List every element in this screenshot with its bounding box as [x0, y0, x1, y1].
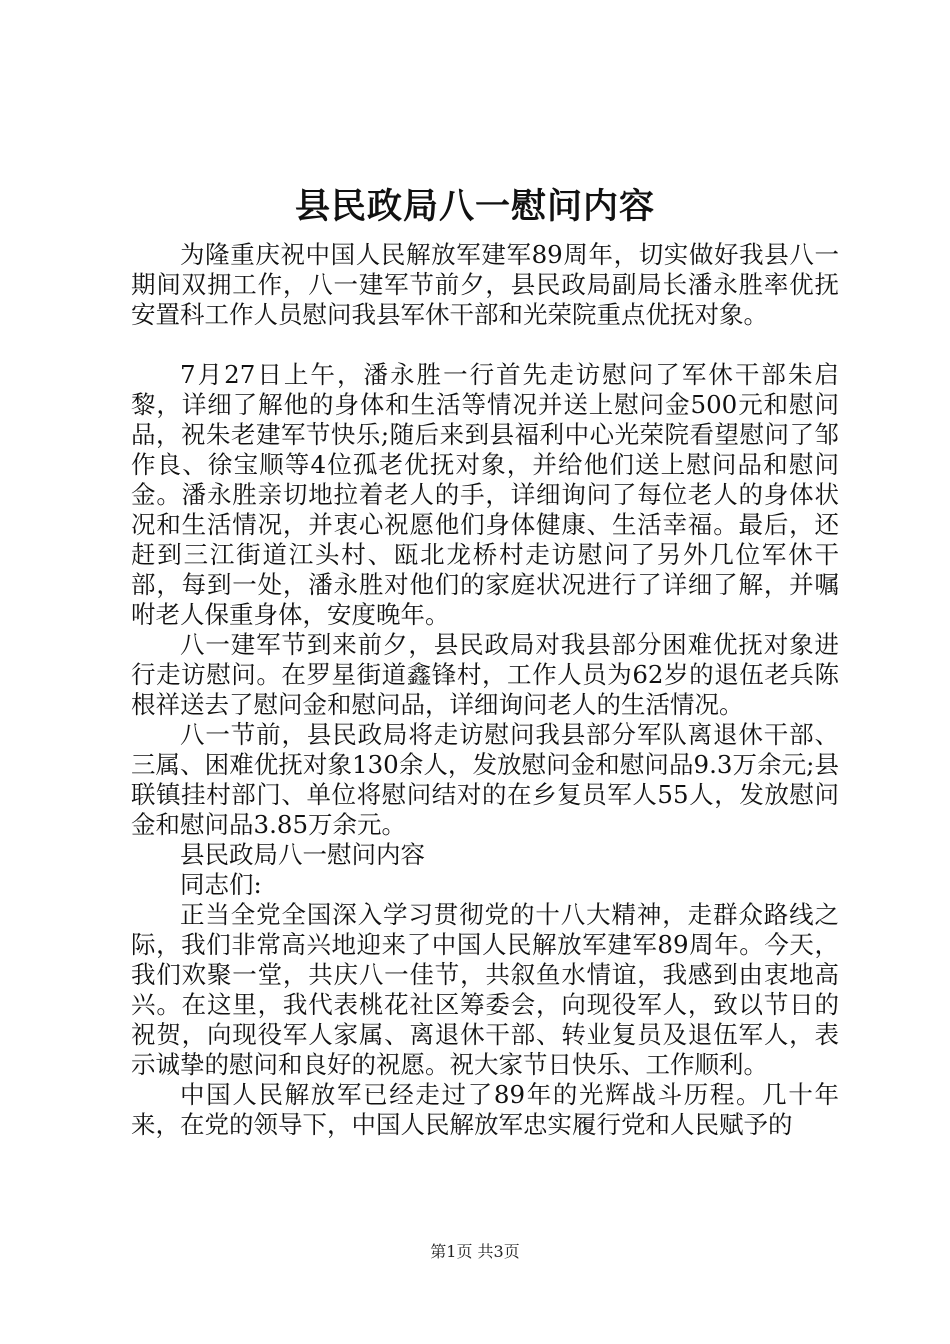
- paragraph-july-27-visit: 7月27日上午，潘永胜一行首先走访慰问了军休干部朱启黎，详细了解他的身体和生活等情况并送上慰问金500元和慰问品，祝朱老建军节快乐;随后来到县福利中心光荣院看望慰问了邹作良、徐宝顺等4位孤老优抚对象，并给他们送上慰问品和慰问金。潘永胜亲切地拉着老人的手，详细询问了每位老人的身体状况和生活情况，并衷心祝愿他们身体健康、生活幸福。最后，还赶到三江街道江头村、瓯北龙桥村走访慰问了另外几位军休干部，每到一处，潘永胜对他们的家庭状况进行了详细了解，并嘱咐老人保重身体，安度晚年。: [131, 360, 839, 629]
- paragraph-luoxing-visit: 八一建军节到来前夕，县民政局对我县部分困难优抚对象进行走访慰问。在罗星街道鑫锋村，工作人员为62岁的退伍老兵陈根祥送去了慰问金和慰问品，详细询问老人的生活情况。: [131, 630, 839, 719]
- paragraph-intro: 为隆重庆祝中国人民解放军建军89周年，切实做好我县八一期间双拥工作，八一建军节前夕，县民政局副局长潘永胜率优抚安置科工作人员慰问我县军休干部和光荣院重点优抚对象。: [131, 240, 839, 329]
- paragraph-second-title: 县民政局八一慰问内容: [180, 840, 425, 869]
- document-body: [131, 240, 839, 1140]
- document-title: 县民政局八一慰问内容: [294, 186, 655, 227]
- paragraph-speech-opening: 正当全党全国深入学习贯彻党的十八大精神，走群众路线之际，我们非常高兴地迎来了中国人民解放军建军89周年。今天，我们欢聚一堂，共庆八一佳节，共叙鱼水情谊，我感到由衷地高兴。在这里，我代表桃花社区筹委会，向现役军人，致以节日的祝贺，向现役军人家属、离退休干部、转业复员及退伍军人，表示诚挚的慰问和良好的祝愿。祝大家节日快乐、工作顺利。: [131, 900, 839, 1079]
- paragraph-bayi-summary: 八一节前，县民政局将走访慰问我县部分军队离退休干部、三属、困难优抚对象130余人，发放慰问金和慰问品9.3万余元;县联镇挂村部门、单位将慰问结对的在乡复员军人55人，发放慰问金和慰问品3.85万余元。: [131, 720, 839, 839]
- paragraph-salutation: 同志们:: [180, 870, 262, 899]
- paragraph-speech-history: 中国人民解放军已经走过了89年的光辉战斗历程。几十年来，在党的领导下，中国人民解放军忠实履行党和人民赋予的: [131, 1080, 839, 1139]
- page-footer: 第1页 共3页: [430, 1242, 520, 1261]
